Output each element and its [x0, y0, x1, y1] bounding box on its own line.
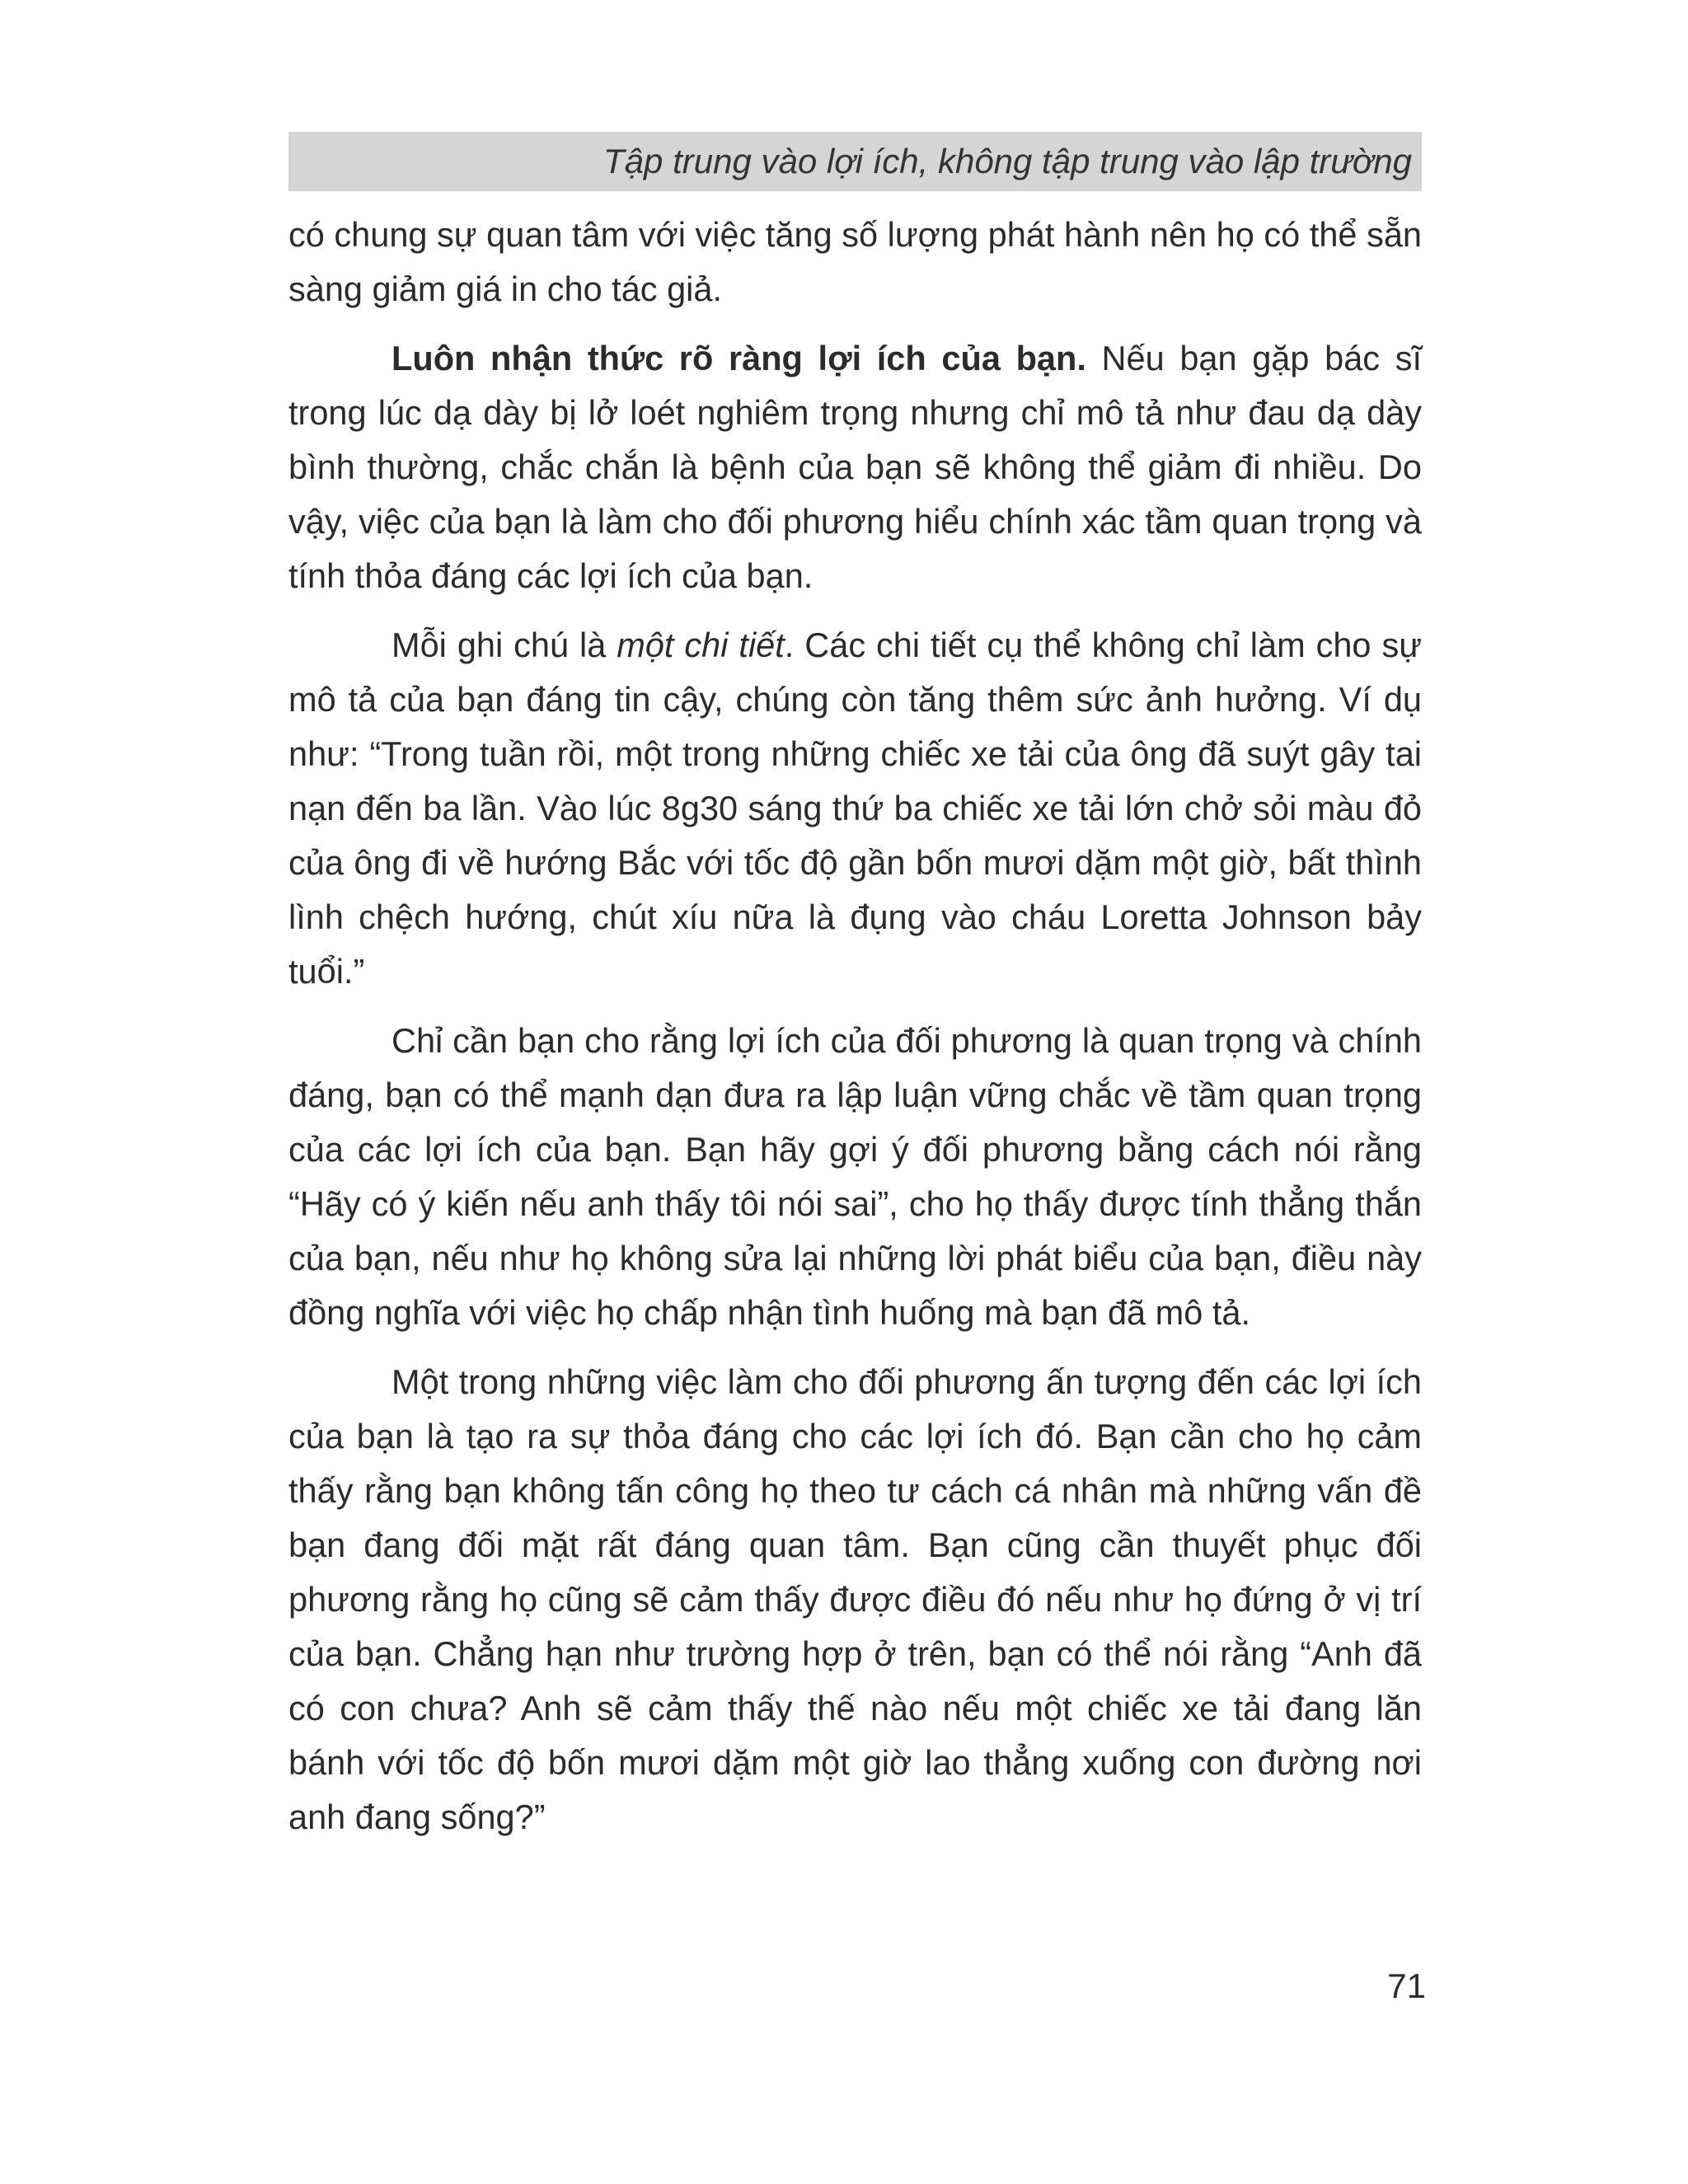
paragraph-impress-interests: Một trong những việc làm cho đối phương ấn tượng đến các lợi ích của bạn là tạo ra sự thỏa đáng cho các lợi ích đó. Bạn cần cho họ cảm thấy rằng bạn không tấn công họ theo tư cách cá nhân mà những vấn đề bạn đang đối mặt rất đáng quan tâm. Bạn cũng cần thuyết phục đối phương rằng họ cũng sẽ cảm thấy được điều đó nếu như họ đứng ở vị trí của bạn. Chẳng hạn như trường hợp ở trên, bạn có thể nói rằng “Anh đã có con chưa? Anh sẽ cảm thấy thế nào nếu một chiếc xe tải đang lăn bánh với tốc độ bốn mươi dặm một giờ lao thẳng xuống con đường nơi anh đang sống?”: [288, 1362, 1422, 1836]
paragraph-continuation: có chung sự quan tâm với việc tăng số lượng phát hành nên họ có thể sẵn sàng giảm giá in cho tác giả.: [288, 215, 1422, 308]
paragraph-text: . Các chi tiết cụ thể không chỉ làm cho sự mô tả của bạn đáng tin cậy, chúng còn tăng thêm sức ảnh hưởng. Ví dụ như: “Trong tuần rồi, một trong những chiếc xe tải của ông đã suýt gây tai nạn đến ba lần. Vào lúc 8g30 sáng thứ ba chiếc xe tải lớn chở sỏi màu đỏ của ông đi về hướng Bắc với tốc độ gần bốn mươi dặm một giờ, bất thình lình chệch hướng, chút xíu nữa là đụng vào cháu Loretta Johnson bảy tuổi.”: [288, 626, 1422, 991]
running-header: [288, 132, 1422, 191]
page-body: [288, 208, 1422, 1844]
paragraph-know-your-interests: [288, 331, 1422, 603]
paragraph-details: [288, 618, 1422, 999]
page-number: 71: [1387, 1966, 1426, 2005]
paragraph-emphasis: một chi tiết: [617, 626, 785, 664]
paragraph-text-start: Mỗi ghi chú là: [392, 626, 617, 664]
paragraph-legitimate-interests: Chỉ cần bạn cho rằng lợi ích của đối phương là quan trọng và chính đáng, bạn có thể mạnh dạn đưa ra lập luận vững chắc về tầm quan trọng của các lợi ích của bạn. Bạn hãy gợi ý đối phương bằng cách nói rằng “Hãy có ý kiến nếu anh thấy tôi nói sai”, cho họ thấy được tính thẳng thắn của bạn, nếu như họ không sửa lại những lời phát biểu của bạn, điều này đồng nghĩa với việc họ chấp nhận tình huống mà bạn đã mô tả.: [288, 1021, 1422, 1332]
paragraph-text: Nếu bạn gặp bác sĩ trong lúc dạ dày bị lở loét nghiêm trọng nhưng chỉ mô tả như đau dạ dày bình thường, chắc chắn là bệnh của bạn sẽ không thể giảm đi nhiều. Do vậy, việc của bạn là làm cho đối phương hiểu chính xác tầm quan trọng và tính thỏa đáng các lợi ích của bạn.: [288, 339, 1422, 595]
running-header-title: Tập trung vào lợi ích, không tập trung vào lập trường: [603, 142, 1412, 180]
paragraph-lead-heading: Luôn nhận thức rõ ràng lợi ích của bạn.: [392, 339, 1086, 377]
